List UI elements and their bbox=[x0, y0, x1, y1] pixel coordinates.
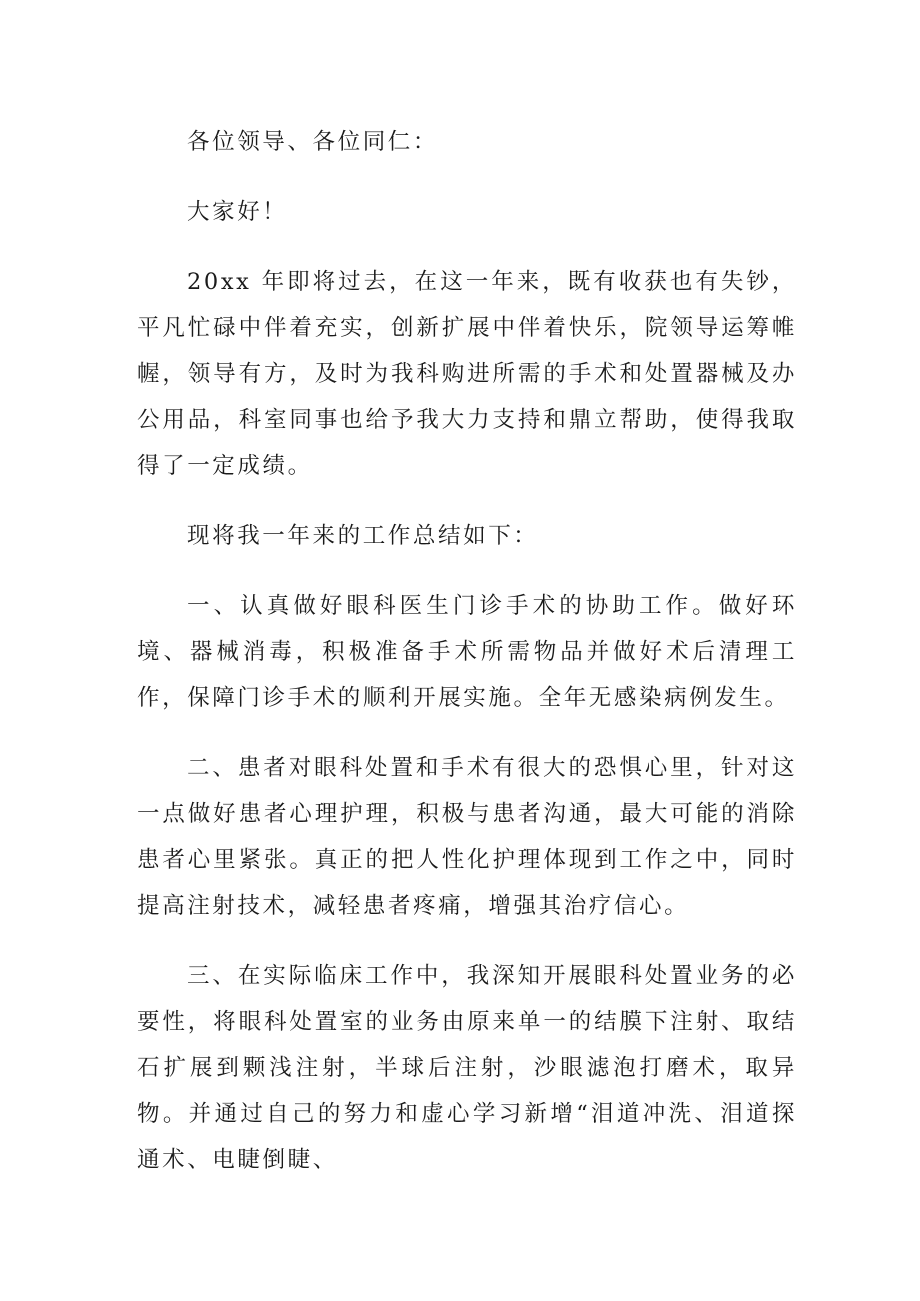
paragraph-item-3: 三、在实际临床工作中，我深知开展眼科处置业务的必要性，将眼科处置室的业务由原来单一的结膜下注射、取结石扩展到颗浅注射，半球后注射，沙眼滤泡打磨术，取异物。并通过自己的努力和虚心学习新增“泪道冲洗、泪道探通术、电睫倒睫、 bbox=[137, 963, 797, 1173]
greeting-line: 各位领导、各位同仁： bbox=[187, 129, 439, 155]
paragraph-item-2: 二、患者对眼科处置和手术有很大的恐惧心里，针对这一点做好患者心理护理，积极与患者沟通，最大可能的消除患者心里紧张。真正的把人性化护理体现到工作之中，同时提高注射技术，减轻患者疼痛，增强其治疗信心。 bbox=[137, 755, 797, 919]
paragraph-item-1: 一、认真做好眼科医生门诊手术的协助工作。做好环境、器械消毒，积极准备手术所需物品并做好术后清理工作，保障门诊手术的顺利开展实施。全年无感染病例发生。 bbox=[137, 593, 797, 711]
paragraph-summary-lead: 现将我一年来的工作总结如下： bbox=[187, 523, 539, 549]
paragraph-intro: 20xx 年即将过去，在这一年来，既有收获也有失钞，平凡忙碌中伴着充实，创新扩展中伴着快乐，院领导运筹帷幄，领导有方，及时为我科购进所需的手术和处置器械及办公用品，科室同事也给予我大力支持和鼎立帮助，使得我取得了一定成绩。 bbox=[137, 269, 797, 479]
hello-line: 大家好！ bbox=[187, 199, 288, 225]
document-body bbox=[137, 119, 797, 1207]
